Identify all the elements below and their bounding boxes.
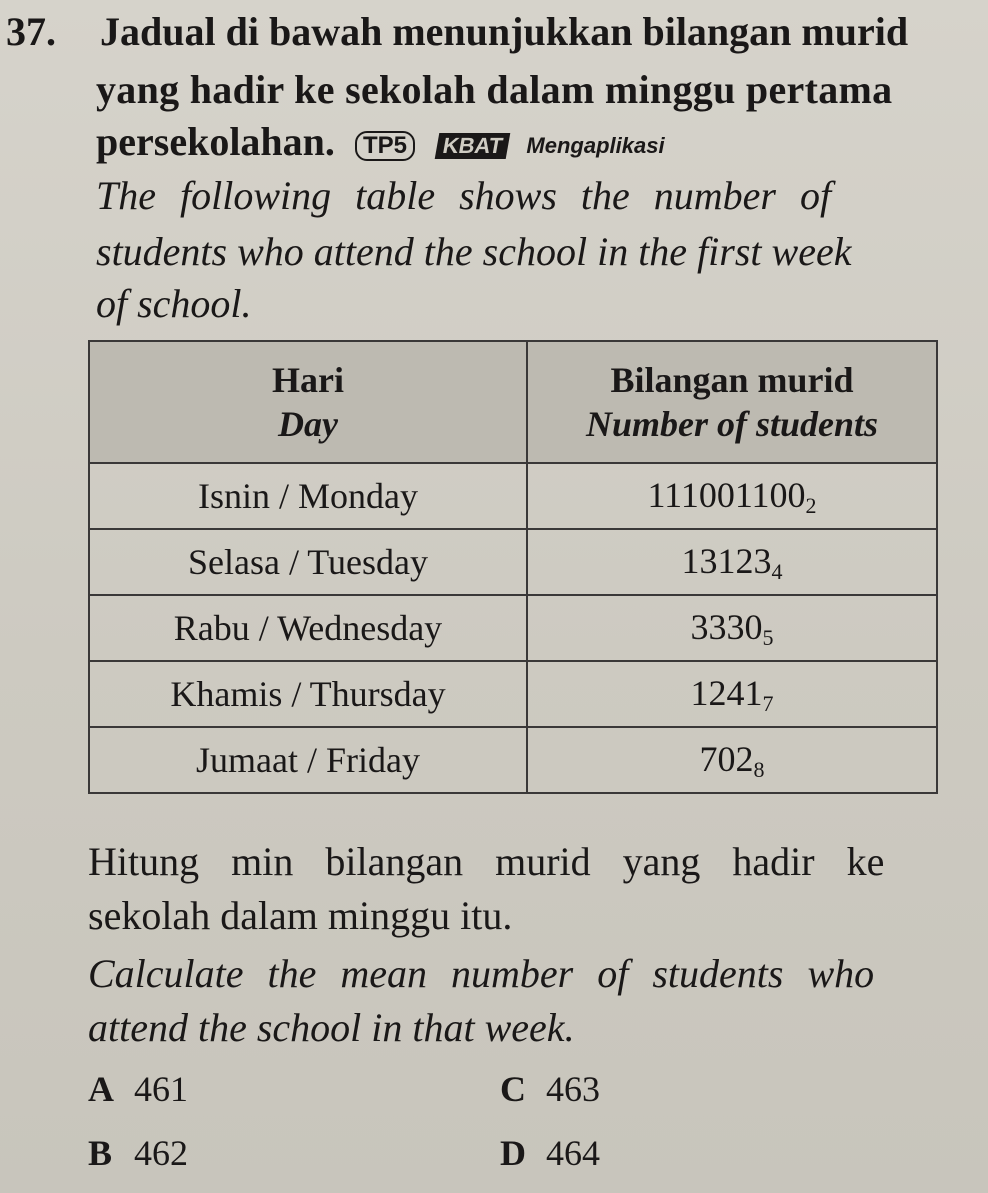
option-letter: C <box>500 1069 526 1109</box>
skill-level-label: Mengaplikasi <box>526 132 665 158</box>
table-row <box>89 661 937 727</box>
value-cell <box>527 463 937 529</box>
option-b[interactable] <box>88 1132 188 1174</box>
table-row <box>89 529 937 595</box>
intro-malay-text-3: persekolahan. <box>96 119 335 164</box>
option-c[interactable] <box>500 1068 600 1110</box>
table-header-row <box>89 341 937 463</box>
header-students-malay: Bilangan murid <box>610 360 854 400</box>
intro-english-line-3: of school. <box>96 281 252 326</box>
option-value: 462 <box>134 1133 188 1173</box>
value-number: 3330 <box>690 606 763 647</box>
header-day-english: Day <box>278 404 338 444</box>
header-students-english: Number of students <box>585 404 879 444</box>
option-value: 463 <box>546 1069 600 1109</box>
day-cell: Jumaat / Friday <box>89 727 527 793</box>
value-number: 13123 <box>681 540 772 581</box>
intro-malay-text-2: yang hadir ke sekolah dalam minggu pertama <box>96 67 893 112</box>
prompt-english-line-2: attend the school in that week. <box>88 1005 575 1050</box>
header-day-malay: Hari <box>272 360 344 400</box>
prompt-english-line-1: Calculate the mean number of students who <box>88 951 875 996</box>
value-cell <box>527 595 937 661</box>
tp-badge: TP5 <box>355 131 415 161</box>
intro-malay-line-2 <box>96 66 962 113</box>
value-cell <box>527 529 937 595</box>
value-base: 8 <box>753 756 765 782</box>
value-number: 1241 <box>690 672 763 713</box>
header-day <box>89 341 527 463</box>
intro-english-line-1: The following table shows the number of <box>96 173 832 218</box>
intro-english-line-2: students who attend the school in the first week <box>96 229 852 274</box>
intro-malay-text-1: Jadual di bawah menunjukkan bilangan murid <box>100 9 909 54</box>
value-base: 7 <box>762 690 774 716</box>
option-letter: D <box>500 1133 526 1173</box>
value-number: 111001100 <box>647 474 806 515</box>
day-cell: Isnin / Monday <box>89 463 527 529</box>
kbat-badge: KBAT <box>435 133 511 159</box>
day-cell: Khamis / Thursday <box>89 661 527 727</box>
value-cell <box>527 727 937 793</box>
table-row <box>89 463 937 529</box>
table-row <box>89 595 937 661</box>
intro-malay-line-3 <box>96 118 665 165</box>
table-row <box>89 727 937 793</box>
question-number: 37. <box>6 9 56 54</box>
day-cell: Rabu / Wednesday <box>89 595 527 661</box>
header-students <box>527 341 937 463</box>
students-table <box>88 340 938 794</box>
option-value: 464 <box>546 1133 600 1173</box>
option-d[interactable] <box>500 1132 600 1174</box>
value-cell <box>527 661 937 727</box>
value-base: 4 <box>771 558 783 584</box>
option-a[interactable] <box>88 1068 188 1110</box>
option-letter: B <box>88 1133 113 1173</box>
value-base: 2 <box>805 492 817 518</box>
prompt-malay-line-1: Hitung min bilangan murid yang hadir ke <box>88 839 885 884</box>
prompt-malay-line-2: sekolah dalam minggu itu. <box>88 893 513 938</box>
option-value: 461 <box>134 1069 188 1109</box>
value-base: 5 <box>762 624 774 650</box>
option-letter: A <box>88 1069 114 1109</box>
day-cell: Selasa / Tuesday <box>89 529 527 595</box>
value-number: 702 <box>699 738 754 779</box>
intro-malay-line-1 <box>100 8 962 55</box>
